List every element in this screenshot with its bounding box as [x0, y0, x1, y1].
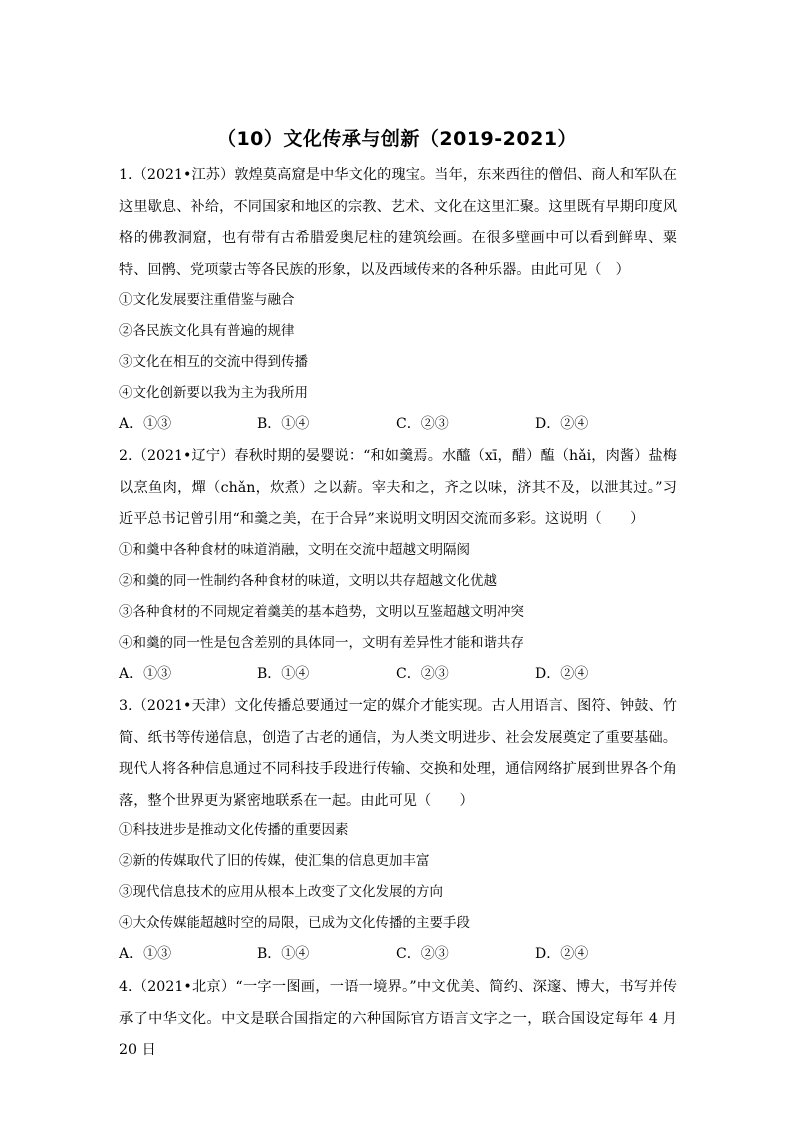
choice-c: C．②③ [396, 416, 449, 432]
choice-a: A．①③ [119, 666, 172, 682]
choice-c: C．②③ [396, 946, 449, 962]
question-1-item-1: ①文化发展要注重借鉴与融合 [119, 292, 295, 308]
choice-b: B．①④ [257, 666, 310, 682]
question-2-item-2: ②和羹的同一性制约各种食材的味道，文明以共存超越文化优越 [119, 573, 497, 589]
page-title: （10）文化传承与创新（2019-2021） [216, 128, 578, 150]
choice-a: A．①③ [119, 416, 172, 432]
question-3-stem: 3.（2021•天津）文化传播总要通过一定的媒介才能实现。古人用语言、图符、钟鼓、竹简、纸书等传递信息，创造了古老的通信，为人类文明进步、社会发展奠定了重要基础。现代人将各种信息通过不同科技手段进行传输、交换和处理，通信网络扩展到世界各个角落，整个世界更为紧密地联系在一起。由此可见（ ） [119, 698, 677, 809]
question-3-item-1: ①科技进步是推动文化传播的重要因素 [119, 822, 349, 838]
question-3-item-3: ③现代信息技术的应用从根本上改变了文化发展的方向 [119, 884, 443, 900]
choice-b: B．①④ [257, 946, 310, 962]
question-3-item-2: ②新的传媒取代了旧的传媒，使汇集的信息更加丰富 [119, 853, 430, 869]
choice-d: D．②④ [535, 946, 589, 962]
choice-a: A．①③ [119, 946, 172, 962]
question-2-item-3: ③各种食材的不同规定着羹美的基本趋势，文明以互鉴超越文明冲突 [119, 604, 524, 620]
choice-d: D．②④ [535, 416, 589, 432]
question-4-stem: 4.（2021•北京）“一字一图画，一语一境界。”中文优美、简约、深邃、博大，书写并传承了中华文化。中文是联合国指定的六种国际官方语言文字之一，联合国设定每年 4 月 20 日 [119, 979, 677, 1058]
question-1-item-4: ④文化创新要以我为主为我所用 [119, 385, 308, 401]
question-2-item-1: ①和羹中各种食材的味道消融，文明在交流中超越文明隔阂 [119, 542, 470, 558]
question-2-stem: 2.（2021•辽宁）春秋时期的晏婴说：“和如羹焉。水醯（xī，醋）醢（hǎi，肉酱）盐梅以烹鱼肉，燀（chǎn，炊煮）之以薪。宰夫和之，齐之以味，济其不及，以泄其过。”习近平总书记曾引用“和羹之美，在于合异”来说明文明因交流而多彩。这说明（ ） [119, 448, 677, 527]
question-3-item-4: ④大众传媒能超越时空的局限，已成为文化传播的主要手段 [119, 915, 470, 931]
question-2-item-4: ④和羹的同一性是包含差别的具体同一，文明有差异性才能和谐共存 [119, 635, 524, 651]
choice-c: C．②③ [396, 666, 449, 682]
choice-b: B．①④ [257, 416, 310, 432]
question-1-item-3: ③文化在相互的交流中得到传播 [119, 354, 308, 370]
choice-d: D．②④ [535, 666, 589, 682]
question-1-stem: 1.（2021•江苏）敦煌莫高窟是中华文化的瑰宝。当年，东来西往的僧侣、商人和军队在这里歇息、补给，不同国家和地区的宗教、艺术、文化在这里汇聚。这里既有早期印度风格的佛教洞窟，也有带有古希腊爱奥尼柱的建筑绘画。在很多壁画中可以看到鲜卑、粟特、回鹘、党项蒙古等各民族的形象，以及西域传来的各种乐器。由此可见（ ） [119, 167, 677, 278]
question-1-item-2: ②各民族文化具有普遍的规律 [119, 323, 295, 339]
